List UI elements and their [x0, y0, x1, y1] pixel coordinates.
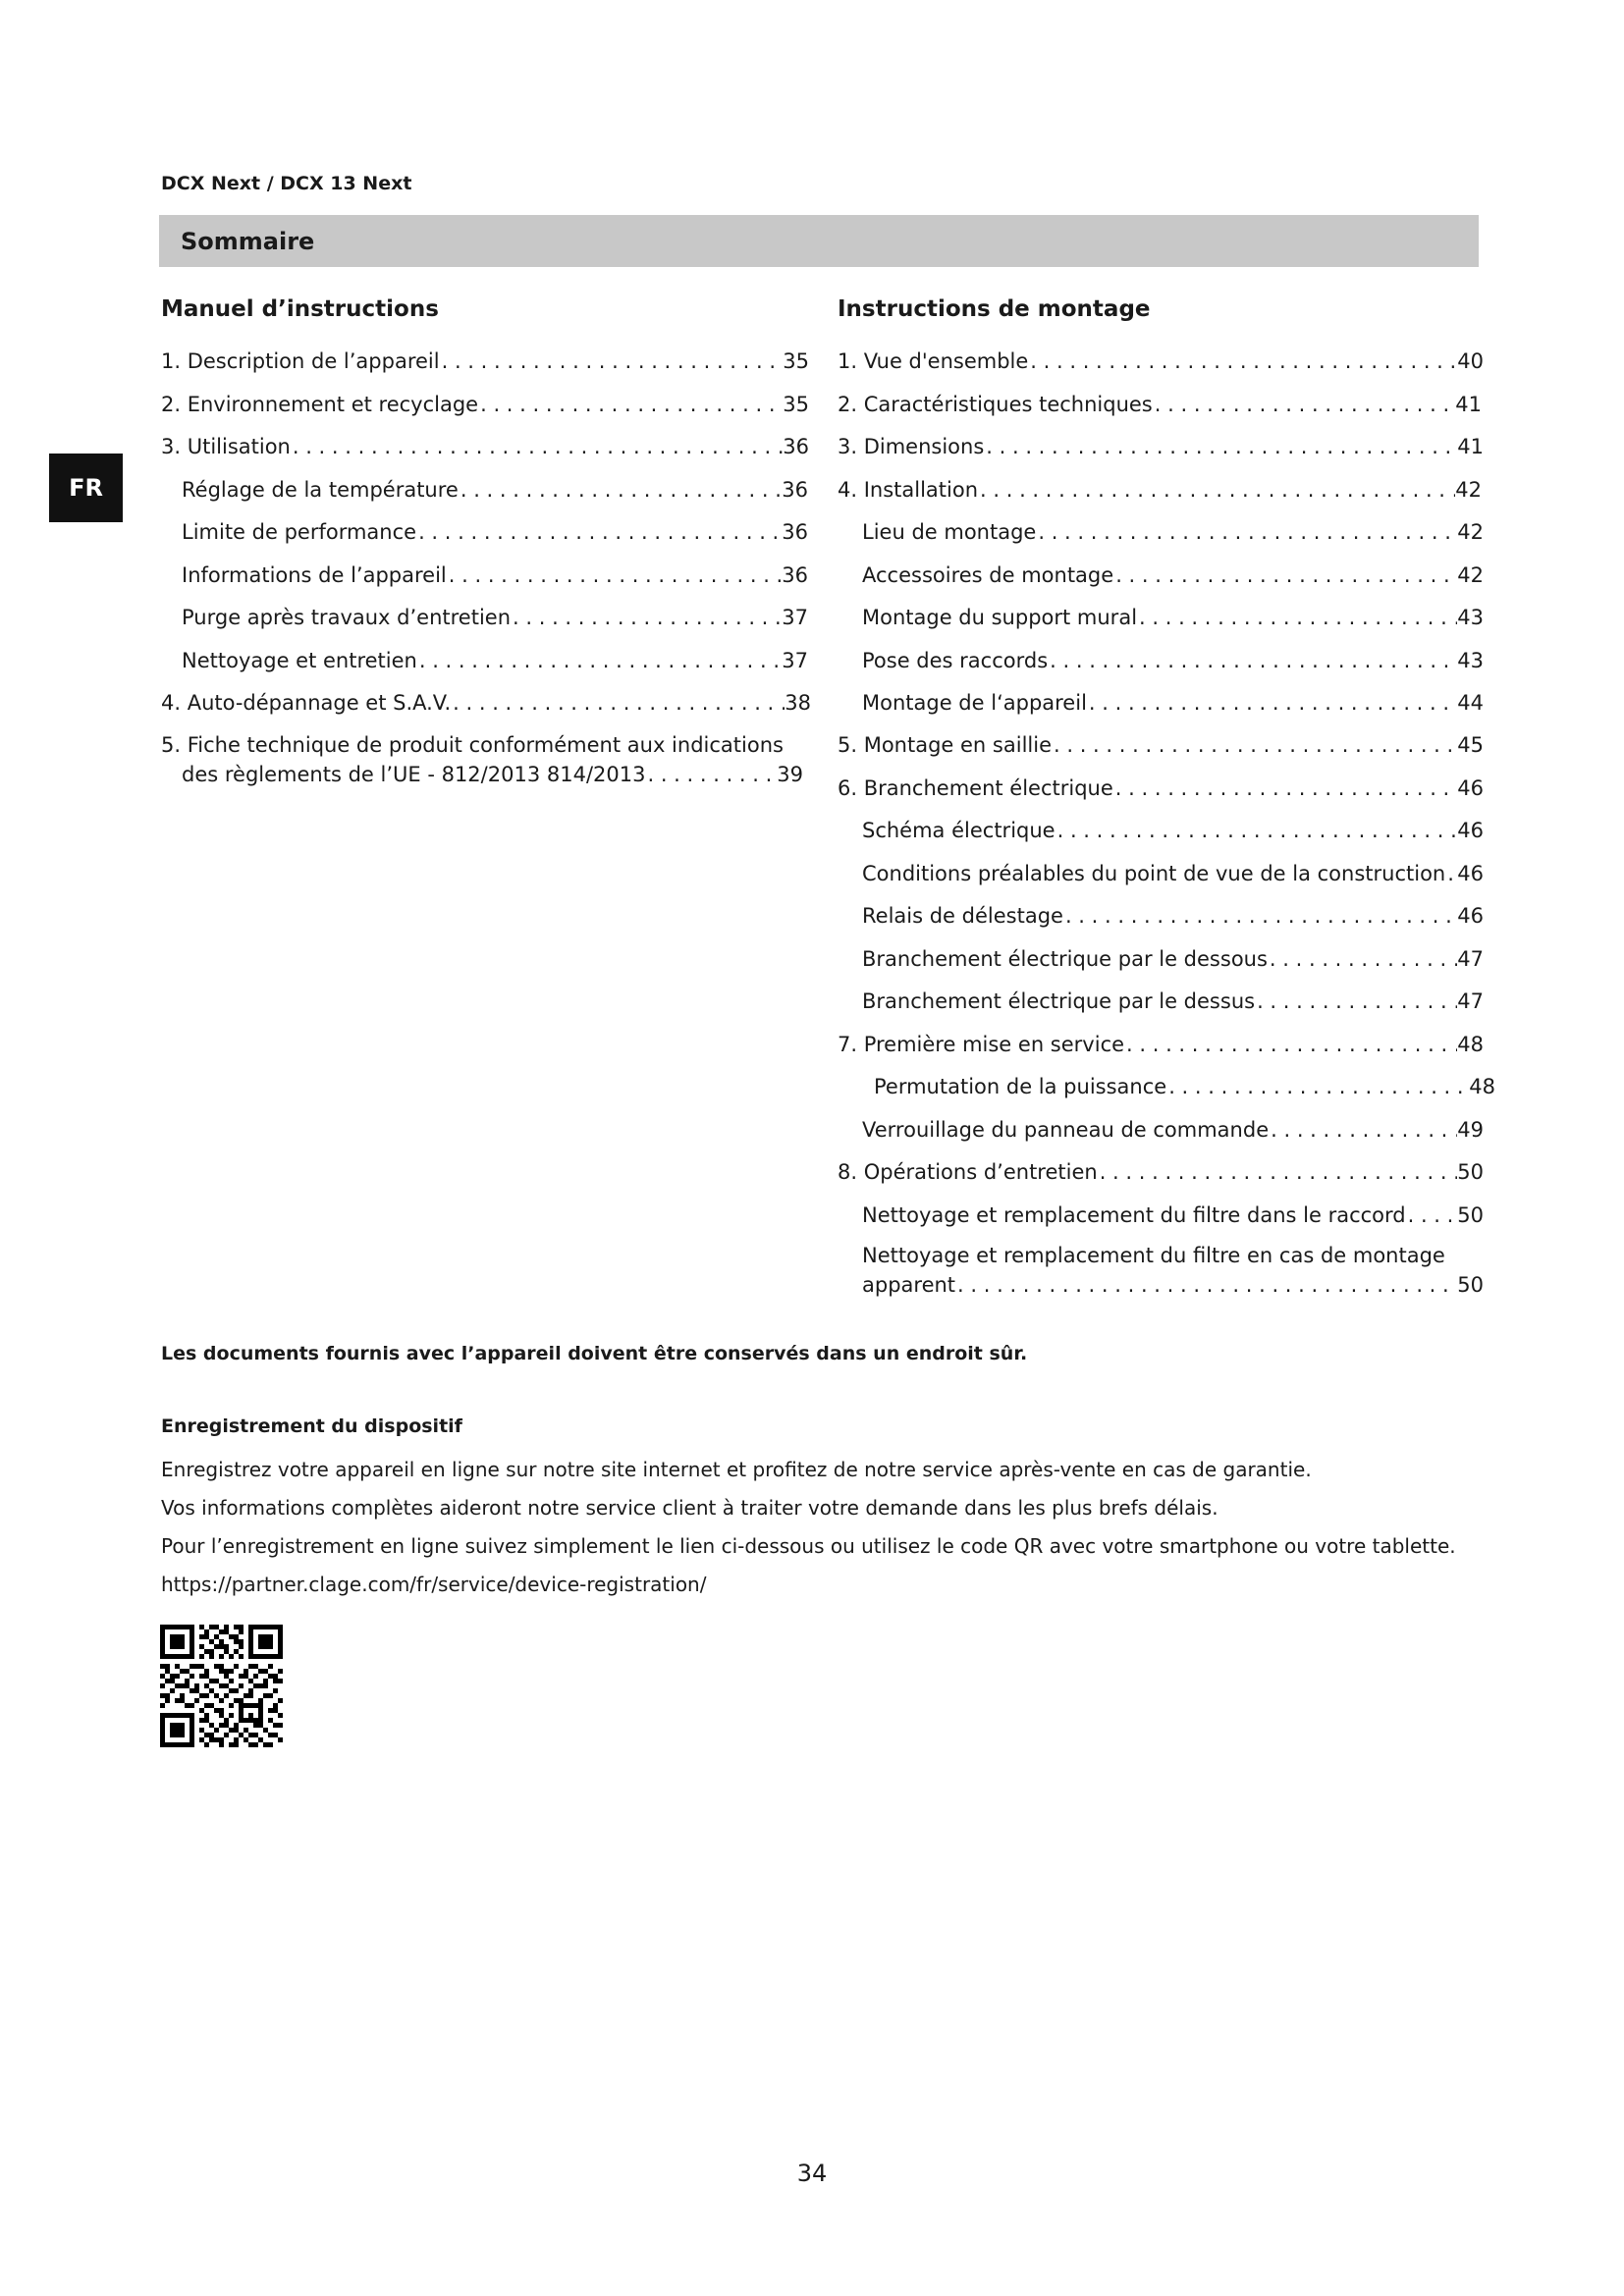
toc-entry[interactable]: [838, 391, 1482, 418]
toc-leader: [511, 604, 782, 631]
language-tab: FR: [49, 454, 123, 522]
toc-entry-page: 41: [1455, 393, 1482, 416]
toc-leader: [459, 476, 782, 504]
toc-entry-page: 50: [1457, 1273, 1484, 1297]
toc-entry-page: 47: [1457, 947, 1484, 971]
toc-entry-page: 41: [1457, 435, 1484, 458]
toc-entry-page: 42: [1457, 563, 1484, 587]
toc-entry-label: 4. Auto-dépannage et S.A.V.: [161, 691, 452, 715]
toc-entry-label: Réglage de la température: [182, 478, 459, 502]
toc-entry-page: 46: [1457, 819, 1484, 842]
toc-entry-label: 2. Caractéristiques techniques: [838, 393, 1153, 416]
toc-leader: [447, 561, 782, 589]
toc-entry-label: Branchement électrique par le dessous: [862, 947, 1268, 971]
toc-entry[interactable]: [161, 433, 809, 460]
toc-entry[interactable]: [862, 518, 1484, 546]
toc-entry-page: 46: [1457, 776, 1484, 800]
registration-text-line: Pour l’enregistrement en ligne suivez simplement le lien ci-dessous ou utilisez le code QR avec votre smartphone ou votre tablette.: [161, 1534, 1456, 1558]
toc-entry-label: 8. Opérations d’entretien: [838, 1160, 1098, 1184]
toc-leader: [1113, 561, 1457, 589]
toc-entry-label: Pose des raccords: [862, 649, 1049, 672]
toc-leader: [1113, 774, 1457, 802]
toc-entry-page: 36: [783, 435, 809, 458]
toc-entry-label: Verrouillage du panneau de commande: [862, 1118, 1270, 1142]
toc-entry[interactable]: [838, 1158, 1484, 1186]
toc-entry-page: 46: [1457, 904, 1484, 928]
toc-entry[interactable]: [838, 1031, 1484, 1058]
toc-entry-label: 7. Première mise en service: [838, 1033, 1125, 1056]
toc-entry[interactable]: [838, 774, 1484, 802]
toc-entry-page: 37: [782, 606, 808, 629]
toc-leader: [1098, 1158, 1458, 1186]
toc-entry-page: 43: [1457, 649, 1484, 672]
registration-title: Enregistrement du dispositif: [161, 1415, 462, 1437]
toc-entry-label-line1: 5. Fiche technique de produit conformément aux indications: [161, 733, 784, 757]
toc-entry-label: Montage du support mural: [862, 606, 1138, 629]
toc-entry-label: Permutation de la puissance: [874, 1075, 1167, 1098]
toc-entry-label: 6. Branchement électrique: [838, 776, 1113, 800]
toc-entry-label: 5. Montage en saillie: [838, 733, 1052, 757]
toc-leader: [1052, 731, 1457, 759]
page-number: 34: [796, 2160, 828, 2187]
toc-entry-label: Informations de l’appareil: [182, 563, 447, 587]
toc-entry-label: 4. Installation: [838, 478, 979, 502]
toc-entry-page: 36: [782, 478, 808, 502]
toc-entry-page: 43: [1457, 606, 1484, 629]
toc-entry-multiline[interactable]: [862, 1241, 1484, 1300]
toc-entry-page: 40: [1457, 349, 1484, 373]
toc-entry-page: 39: [777, 763, 803, 786]
toc-leader: [417, 647, 782, 674]
toc-leader: [1036, 518, 1457, 546]
toc-entry-label-line2: apparent: [862, 1273, 956, 1297]
toc-leader: [1166, 1073, 1469, 1100]
toc-entry-label: Branchement électrique par le dessus: [862, 989, 1256, 1013]
toc-entry-page: 48: [1457, 1033, 1484, 1056]
toc-leader: [1056, 817, 1458, 844]
toc-entry[interactable]: [161, 347, 809, 375]
toc-entry[interactable]: [862, 988, 1484, 1015]
toc-entry-label: Nettoyage et entretien: [182, 649, 417, 672]
registration-url-link[interactable]: https://partner.clage.com/fr/service/device-registration/: [161, 1573, 707, 1596]
toc-leader: [1087, 689, 1457, 717]
toc-entry-page: 35: [783, 349, 809, 373]
toc-entry-label: 3. Utilisation: [161, 435, 291, 458]
toc-entry-page: 42: [1457, 520, 1484, 544]
toc-entry-page: 48: [1469, 1075, 1495, 1098]
toc-entry-label: Lieu de montage: [862, 520, 1037, 544]
toc-entry[interactable]: [182, 604, 808, 631]
toc-entry[interactable]: [874, 1073, 1495, 1100]
toc-entry[interactable]: [838, 347, 1484, 375]
toc-entry-label: Montage de l‘appareil: [862, 691, 1087, 715]
section-title-bar: [159, 215, 1479, 267]
toc-leader: [1124, 1031, 1457, 1058]
toc-entry[interactable]: [862, 860, 1484, 887]
toc-entry-page: 50: [1457, 1160, 1484, 1184]
toc-entry[interactable]: [182, 518, 808, 546]
toc-entry[interactable]: [862, 945, 1484, 973]
toc-leader: [440, 347, 784, 375]
toc-leader: [478, 391, 783, 418]
section-title: Sommaire: [181, 227, 315, 255]
toc-entry-label: Schéma électrique: [862, 819, 1056, 842]
toc-entry[interactable]: [862, 561, 1484, 589]
toc-entry-page: 42: [1455, 478, 1482, 502]
toc-entry[interactable]: [838, 731, 1484, 759]
toc-entry[interactable]: [182, 647, 808, 674]
toc-entry[interactable]: [838, 433, 1484, 460]
toc-entry-label-line2: des règlements de l’UE - 812/2013 814/2013: [182, 763, 646, 786]
toc-entry[interactable]: [838, 476, 1482, 504]
toc-entry-multiline[interactable]: [161, 730, 803, 789]
toc-entry-label: 1. Description de l’appareil: [161, 349, 440, 373]
toc-entry-label: Relais de délestage: [862, 904, 1063, 928]
toc-entry[interactable]: [862, 689, 1484, 717]
toc-entry-label: Purge après travaux d’entretien: [182, 606, 512, 629]
toc-leader: [1028, 347, 1457, 375]
toc-entry-page: 35: [783, 393, 809, 416]
toc-entry[interactable]: [182, 476, 808, 504]
qr-code-icon[interactable]: [160, 1625, 283, 1747]
toc-entry-page: 36: [782, 563, 808, 587]
toc-entry-line2: [862, 1270, 1484, 1300]
toc-leader: [1137, 604, 1457, 631]
toc-entry[interactable]: [161, 391, 809, 418]
toc-leader: [1445, 860, 1457, 887]
toc-entry-page: 38: [785, 691, 811, 715]
toc-entry[interactable]: [862, 1116, 1484, 1144]
toc-leader: [1048, 647, 1457, 674]
toc-leader: [1406, 1201, 1458, 1229]
toc-entry-page: 46: [1457, 862, 1484, 885]
toc-leader: [1255, 988, 1457, 1015]
registration-text-line: Vos informations complètes aideront notre service client à traiter votre demande dans les plus brefs délais.: [161, 1496, 1218, 1520]
toc-leader: [416, 518, 782, 546]
toc-entry[interactable]: [862, 902, 1484, 930]
toc-entry-page: 49: [1457, 1118, 1484, 1142]
toc-leader: [451, 689, 785, 717]
registration-text-line: Enregistrez votre appareil en ligne sur notre site internet et profitez de notre service après-vente en cas de garantie.: [161, 1458, 1312, 1481]
toc-entry-label: Conditions préalables du point de vue de la construction: [862, 862, 1446, 885]
toc-entry-page: 44: [1457, 691, 1484, 715]
toc-leader: [978, 476, 1455, 504]
toc-entry-label: Accessoires de montage: [862, 563, 1114, 587]
toc-entry-label: 3. Dimensions: [838, 435, 985, 458]
document-model-header: DCX Next / DCX 13 Next: [161, 173, 412, 194]
toc-entry[interactable]: [862, 647, 1484, 674]
toc-entry-line2: [161, 760, 803, 789]
toc-entry-label: Limite de performance: [182, 520, 417, 544]
left-column-heading: Manuel d’instructions: [161, 296, 439, 322]
toc-entry-label: 1. Vue d'ensemble: [838, 349, 1029, 373]
toc-entry[interactable]: [862, 604, 1484, 631]
toc-entry[interactable]: [862, 1201, 1484, 1229]
toc-entry-page: 45: [1457, 733, 1484, 757]
right-column-heading: Instructions de montage: [838, 296, 1151, 322]
toc-leader: [1153, 391, 1456, 418]
toc-entry-label: Nettoyage et remplacement du filtre dans le raccord: [862, 1203, 1406, 1227]
toc-leader: [1269, 1116, 1457, 1144]
toc-leader: [645, 760, 777, 789]
toc-leader: [955, 1270, 1457, 1300]
toc-leader: [1268, 945, 1457, 973]
storage-note: Les documents fournis avec l’appareil doivent être conservés dans un endroit sûr.: [161, 1343, 1028, 1364]
toc-leader: [984, 433, 1457, 460]
toc-entry-label-line1: Nettoyage et remplacement du filtre en cas de montage: [862, 1244, 1445, 1267]
toc-leader: [291, 433, 783, 460]
toc-entry[interactable]: [862, 817, 1484, 844]
toc-entry-page: 47: [1457, 989, 1484, 1013]
toc-entry-page: 50: [1457, 1203, 1484, 1227]
toc-leader: [1063, 902, 1457, 930]
toc-entry[interactable]: [161, 689, 811, 717]
toc-entry-page: 36: [782, 520, 808, 544]
toc-entry[interactable]: [182, 561, 808, 589]
toc-entry-page: 37: [782, 649, 808, 672]
toc-entry-label: 2. Environnement et recyclage: [161, 393, 479, 416]
